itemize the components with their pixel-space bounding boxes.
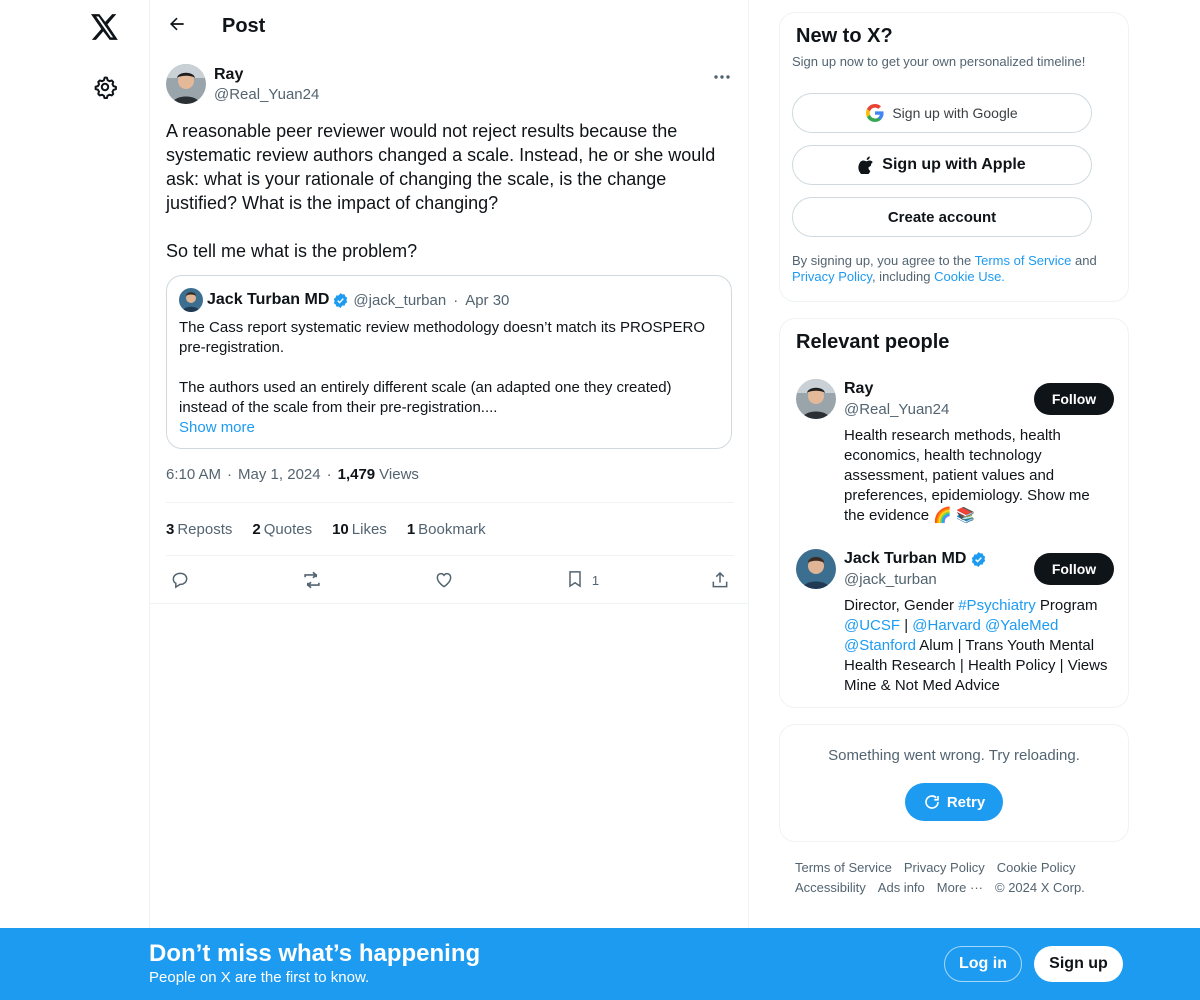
login-button[interactable]: Log in (944, 946, 1022, 982)
copyright: © 2024 X Corp. (995, 880, 1085, 895)
signup-google-label: Sign up with Google (892, 105, 1018, 121)
repost-icon[interactable] (301, 569, 323, 591)
signup-card (779, 12, 1129, 302)
reposts-stat[interactable]: 3 Reposts (166, 520, 233, 538)
signup-apple-button[interactable] (792, 145, 1092, 185)
retry-button[interactable] (905, 783, 1003, 821)
person-handle[interactable]: @Real_Yuan24 (844, 401, 950, 418)
signup-apple-label: Sign up with Apple (882, 156, 1026, 173)
person-handle[interactable]: @jack_turban (844, 571, 937, 588)
gear-icon[interactable] (91, 73, 119, 101)
footer-link[interactable]: Terms of Service (795, 860, 892, 875)
separator-dot: · (453, 291, 459, 309)
signup-legal: By signing up, you agree to the Terms of Service and Privacy Policy, including Cookie Use. (792, 253, 1097, 284)
post-stats (166, 502, 734, 556)
bottom-bar-subtitle: People on X are the first to know. (149, 969, 370, 986)
reply-icon[interactable] (170, 570, 190, 590)
author-handle[interactable]: @Real_Yuan24 (214, 86, 320, 103)
privacy-link[interactable]: Privacy Policy (792, 269, 872, 284)
bookmark-button[interactable] (565, 569, 599, 592)
footer-link[interactable]: Privacy Policy (903, 860, 985, 875)
terms-link[interactable]: Terms of Service (974, 253, 1072, 268)
footer-link[interactable]: Accessibility (795, 880, 866, 895)
more-dots-icon (713, 67, 731, 85)
divider (150, 603, 748, 604)
verified-badge-icon (970, 551, 987, 568)
refresh-icon (923, 793, 941, 811)
mention-link[interactable]: @UCSF (844, 617, 901, 634)
bookmark-icon (565, 569, 585, 592)
create-account-button[interactable]: Create account (792, 197, 1092, 237)
quote-author-name: Jack Turban MD (207, 291, 330, 308)
arrow-left-icon (167, 14, 187, 39)
show-more-link[interactable]: Show more (179, 419, 255, 436)
post-meta: 6:10 AM · May 1, 2024 · 1,479 Views (166, 466, 419, 483)
bookmarks-stat[interactable]: 1 Bookmark (406, 520, 486, 538)
quote-author-handle: @jack_turban (353, 291, 447, 309)
mention-link[interactable]: @Stanford (844, 637, 916, 654)
avatar[interactable] (166, 64, 206, 104)
person-bio: Health research methods, health economics, health technology assessment, patient values and preferences, epidemiology. Show me the evidence 🌈 📚 (844, 427, 1090, 524)
follow-button[interactable]: Follow (1034, 553, 1114, 585)
relevant-people-title: Relevant people (796, 331, 950, 353)
left-nav (0, 0, 150, 928)
x-logo-icon[interactable] (88, 10, 122, 44)
apple-icon (858, 156, 874, 174)
quotes-stat[interactable]: 2 Quotes (252, 520, 313, 538)
avatar (179, 288, 203, 312)
bottom-bar-title: Don’t miss what’s happening (149, 940, 481, 967)
likes-stat[interactable]: 10 Likes (332, 520, 387, 538)
main-column (149, 0, 749, 928)
post-time[interactable]: 6:10 AM (166, 466, 222, 483)
footer-links (795, 858, 1125, 898)
quote-text: The Cass report systematic review methodology doesn’t match its PROSPERO pre-registration. The authors used an entirely different scale (an adapted one they created) instead of the scale from their pre-registration.... (179, 319, 706, 416)
quoted-post[interactable] (166, 275, 732, 449)
follow-button[interactable]: Follow (1034, 383, 1114, 415)
post-header (150, 0, 748, 53)
signup-title: New to X? (796, 25, 893, 47)
person-name-row[interactable] (844, 549, 991, 569)
footer-link[interactable]: Cookie Policy (996, 860, 1076, 875)
mention-link[interactable]: @YaleMed (985, 617, 1059, 634)
post-date[interactable]: May 1, 2024 (238, 466, 321, 483)
person-name[interactable]: Ray (844, 380, 874, 397)
relevant-people-card (779, 318, 1129, 708)
page-title: Post (222, 15, 266, 37)
person-name: Jack Turban MD (844, 550, 967, 567)
views-label: Views (379, 466, 419, 483)
back-button[interactable] (159, 9, 195, 45)
hashtag-link[interactable]: #Psychiatry (958, 597, 1036, 614)
post-actions (166, 556, 734, 604)
signup-google-button[interactable] (792, 93, 1092, 133)
quote-date: Apr 30 (465, 291, 510, 309)
error-message: Something went wrong. Try reloading. (828, 747, 1080, 764)
person-bio: Director, Gender #Psychiatry Program @UCSF | @Harvard @YaleMed @Stanford Alum | Trans Youth Mental Health Research | Health Policy | Views Mine & Not Med Advice (844, 597, 1108, 694)
more-options-button[interactable] (710, 66, 734, 86)
retry-label: Retry (946, 793, 986, 811)
mention-link[interactable]: @Harvard (912, 617, 981, 634)
cookie-link[interactable]: Cookie Use. (934, 269, 1005, 284)
google-icon (866, 104, 884, 122)
avatar[interactable] (796, 379, 836, 419)
post-text: A reasonable peer reviewer would not reject results because the systematic review authors changed a scale. Instead, he or she would ask: what is your rationale of changing the scale, is the change justified? What is the impact of changing? So tell me what is the problem? (166, 121, 716, 261)
avatar[interactable] (796, 549, 836, 589)
author-name[interactable]: Ray (214, 66, 244, 83)
bookmark-count: 1 (591, 572, 600, 588)
signup-button[interactable]: Sign up (1034, 946, 1123, 982)
share-icon[interactable] (710, 570, 730, 590)
error-card (779, 724, 1129, 842)
views-count: 1,479 (337, 466, 376, 483)
signup-subtitle: Sign up now to get your own personalized timeline! (792, 54, 1086, 69)
footer-more[interactable]: More ··· (936, 880, 983, 895)
post-author (166, 64, 734, 105)
footer-link[interactable]: Ads info (877, 880, 925, 895)
like-icon[interactable] (434, 570, 454, 590)
bottom-signup-bar (0, 928, 1200, 1000)
verified-badge-icon (332, 292, 349, 309)
